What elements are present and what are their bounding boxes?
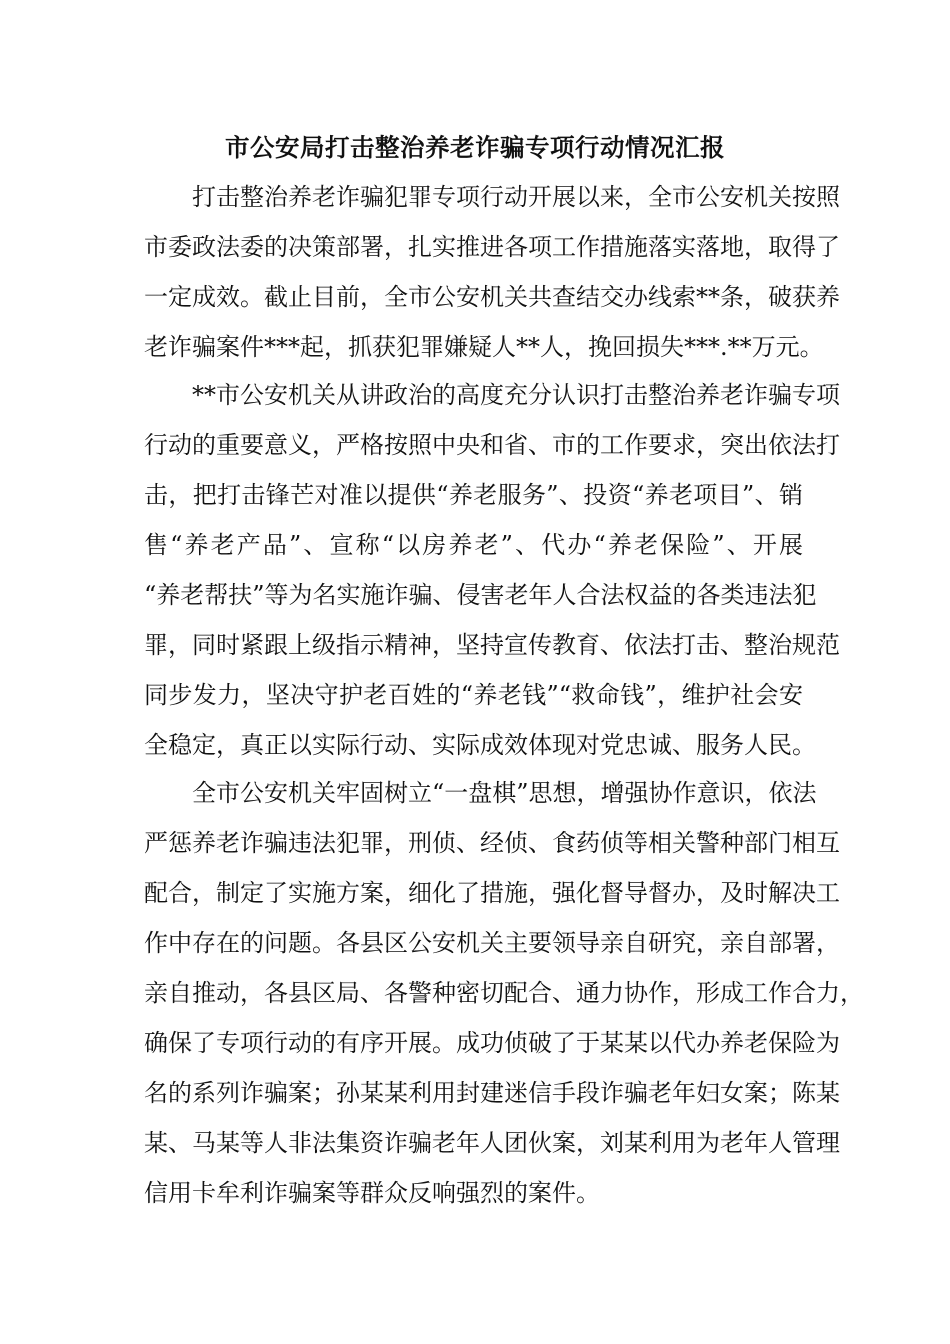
- paragraph-line: 售“养老产品”、宣称“以房养老”、代办“养老保险”、开展: [144, 531, 803, 559]
- paragraph-line: 严惩养老诈骗违法犯罪，刑侦、经侦、食药侦等相关警种部门相互: [144, 829, 840, 857]
- paragraph-line: 老诈骗案件***起，抓获犯罪嫌疑人**人，挽回损失***.**万元。: [144, 333, 824, 361]
- paragraph-line: 一定成效。截止目前，全市公安机关共查结交办线索**条，破获养: [144, 283, 840, 311]
- paragraph-line: 信用卡牟利诈骗案等群众反响强烈的案件。: [144, 1179, 600, 1207]
- paragraph-line: 亲自推动，各县区局、各警种密切配合、通力协作，形成工作合力，: [144, 979, 864, 1007]
- paragraph-line: 配合，制定了实施方案，细化了措施，强化督导督办，及时解决工: [144, 879, 840, 907]
- paragraph-line: 打击整治养老诈骗犯罪专项行动开展以来，全市公安机关按照: [192, 183, 840, 211]
- paragraph-line: 罪，同时紧跟上级指示精神，坚持宣传教育、依法打击、整治规范: [144, 631, 840, 659]
- document-title: 市公安局打击整治养老诈骗专项行动情况汇报: [225, 133, 725, 162]
- paragraph-line: 确保了专项行动的有序开展。成功侦破了于某某以代办养老保险为: [144, 1029, 840, 1057]
- paragraph-line: **市公安机关从讲政治的高度充分认识打击整治养老诈骗专项: [192, 381, 840, 409]
- paragraph-line: 某、马某等人非法集资诈骗老年人团伙案，刘某利用为老年人管理: [144, 1129, 840, 1157]
- paragraph-line: 市委政法委的决策部署，扎实推进各项工作措施落实落地，取得了: [144, 233, 840, 261]
- paragraph-line: 名的系列诈骗案；孙某某利用封建迷信手段诈骗老年妇女案；陈某: [144, 1079, 840, 1107]
- paragraph-line: 同步发力，坚决守护老百姓的“养老钱”“救命钱”，维护社会安: [144, 681, 803, 709]
- paragraph-line: 全稳定，真正以实际行动、实际成效体现对党忠诚、服务人民。: [144, 731, 816, 759]
- paragraph-line: 行动的重要意义，严格按照中央和省、市的工作要求，突出依法打: [144, 431, 840, 459]
- paragraph-line: “养老帮扶”等为名实施诈骗、侵害老年人合法权益的各类违法犯: [144, 581, 817, 609]
- paragraph-line: 全市公安机关牢固树立“一盘棋”思想，增强协作意识，依法: [192, 779, 817, 807]
- paragraph-line: 击，把打击锋芒对准以提供“养老服务”、投资“养老项目”、销: [144, 481, 803, 509]
- paragraph-line: 作中存在的问题。各县区公安机关主要领导亲自研究，亲自部署，: [144, 929, 840, 957]
